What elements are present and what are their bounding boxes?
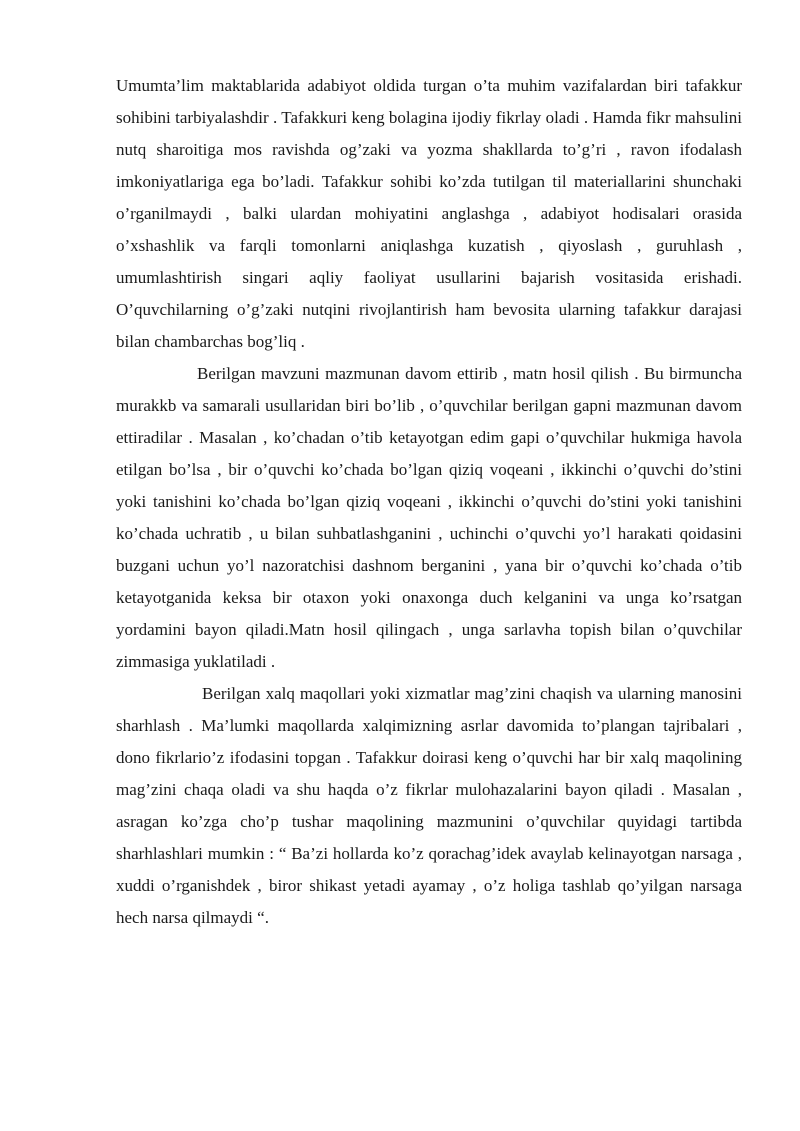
paragraph-2: Berilgan mavzuni mazmunan davom ettirib , matn hosil qilish . Bu birmuncha murakkb va samarali usullaridan biri bo’lib , o’quvchilar berilgan gapni mazmunan davom ettiradilar . Masalan , ko’chadan o’tib ketayotgan edim gapi o’quvchilar hukmiga havola etilgan bo’lsa , bir o’quvchi ko’chada bo’lgan qiziq voqeani , ikkinchi o’quvchi do’stini yoki tanishini ko’chada bo’lgan qiziq voqeani , ikkinchi o’quvchi do’stini yoki tanishini ko’chada uchratib , u bilan suhbatlashganini , uchinchi o’quvchi yo’l harakati qoidasini buzgani uchun yo’l nazoratchisi dashnom berganini , yana bir o’quvchi ko’chada o’tib ketayotganida keksa bir otaxon yoki onaxonga duch kelganini va unga ko’rsatgan yordamini bayon qiladi.Matn hosil qilingach , unga sarlavha topish bilan o’quvchilar zimmasiga yuklatiladi . — [116, 364, 742, 671]
paragraph-3: Berilgan xalq maqollari yoki xizmatlar mag’zini chaqish va ularning manosini sharhlash . Ma’lumki maqollarda xalqimizning asrlar davomida to’plangan tajribalari , dono fikrlario’z ifodasini topgan . Tafakkur doirasi keng o’quvchi har bir xalq maqolining mag’zini chaqa oladi va shu haqda o’z fikrlar mulohazalarini bayon qiladi . Masalan , asragan ko’zga cho’p tushar maqolining mazmunini o’quvchilar quyidagi tartibda sharhlashlari mumkin : “ Ba’zi hollarda ko’z qorachag’idek avaylab kelinayotgan narsaga , xuddi o’rganishdek , biror shikast yetadi ayamay , o’z holiga tashlab qo’yilgan narsaga hech narsa qilmaydi “. — [116, 684, 742, 927]
paragraph-1: Umumta’lim maktablarida adabiyot oldida turgan o’ta muhim vazifalardan biri tafakkur sohibini tarbiyalashdir . Tafakkuri keng bolagina ijodiy fikrlay oladi . Hamda fikr mahsulini nutq sharoitiga mos ravishda og’zaki va yozma shakllarda to’g’ri , ravon ifodalash imkoniyatlariga ega bo’ladi. Tafakkur sohibi ko’zda tutilgan til materiallarini shunchaki o’rganilmaydi , balki ulardan mohiyatini anglashga , adabiyot hodisalari orasida o’xshashlik va farqli tomonlarni aniqlashga kuzatish , qiyoslash , guruhlash , umumlashtirish singari aqliy faoliyat usullarini bajarish vositasida erishadi. O’quvchilarning o’g’zaki nutqini rivojlantirish ham bevosita ularning tafakkur darajasi bilan chambarchas bog’liq . — [116, 76, 742, 351]
document-body — [116, 70, 742, 934]
